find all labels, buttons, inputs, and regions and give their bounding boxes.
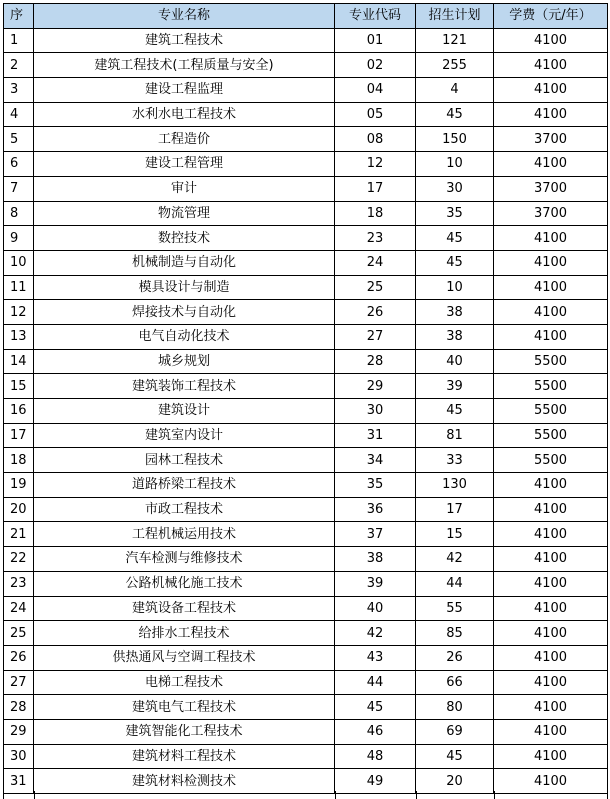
table-row <box>4 53 608 78</box>
cell-major-code: 39 <box>335 571 416 596</box>
cell-major-name: 模具设计与制造 <box>34 275 335 300</box>
cell-major-name: 机械制造与自动化 <box>34 250 335 275</box>
cell-seq: 19 <box>4 473 34 498</box>
cell-major-name: 汽车检测与维修技术 <box>34 547 335 572</box>
cell-seq: 26 <box>4 645 34 670</box>
cell-enrollment-plan: 45 <box>416 102 494 127</box>
cell-enrollment-plan: 45 <box>416 399 494 424</box>
table-row <box>4 621 608 646</box>
cell-enrollment-plan: 45 <box>416 250 494 275</box>
table-row <box>4 645 608 670</box>
cell-seq: 30 <box>4 744 34 769</box>
table-body <box>4 28 608 793</box>
cell-seq: 28 <box>4 695 34 720</box>
cell-tuition: 5500 <box>494 448 608 473</box>
cell-major-code: 40 <box>335 596 416 621</box>
cell-seq: 22 <box>4 547 34 572</box>
cell-major-name: 水利水电工程技术 <box>34 102 335 127</box>
table-row <box>4 374 608 399</box>
cell-enrollment-plan: 4 <box>416 78 494 103</box>
cell-enrollment-plan: 45 <box>416 226 494 251</box>
cell-tuition: 4100 <box>494 473 608 498</box>
cell-tuition: 5500 <box>494 423 608 448</box>
cell-enrollment-plan: 80 <box>416 695 494 720</box>
cell-enrollment-plan: 45 <box>416 744 494 769</box>
table-row <box>4 300 608 325</box>
table-row <box>4 176 608 201</box>
cell-seq: 11 <box>4 275 34 300</box>
cell-major-name: 建筑电气工程技术 <box>34 695 335 720</box>
cell-major-code: 49 <box>335 769 416 794</box>
table-row <box>4 744 608 769</box>
cell-major-code: 30 <box>335 399 416 424</box>
cell-enrollment-plan: 33 <box>416 448 494 473</box>
cell-major-code: 01 <box>335 28 416 53</box>
cell-tuition: 4100 <box>494 250 608 275</box>
cell-major-name: 道路桥梁工程技术 <box>34 473 335 498</box>
cell-major-name: 建筑工程技术(工程质量与安全) <box>34 53 335 78</box>
cut-off-next-row <box>3 791 608 799</box>
cell-major-code: 18 <box>335 201 416 226</box>
cell-seq: 31 <box>4 769 34 794</box>
cell-seq: 17 <box>4 423 34 448</box>
cell-seq: 23 <box>4 571 34 596</box>
header-tuition: 学费（元/年） <box>494 4 608 29</box>
cell-seq: 20 <box>4 497 34 522</box>
cell-tuition: 4100 <box>494 645 608 670</box>
cell-tuition: 4100 <box>494 78 608 103</box>
cell-tuition: 4100 <box>494 596 608 621</box>
cell-enrollment-plan: 255 <box>416 53 494 78</box>
table-row <box>4 596 608 621</box>
cell-tuition: 4100 <box>494 571 608 596</box>
header-major-name: 专业名称 <box>34 4 335 29</box>
table-row <box>4 275 608 300</box>
cell-tuition: 4100 <box>494 300 608 325</box>
cell-enrollment-plan: 81 <box>416 423 494 448</box>
cell-seq: 2 <box>4 53 34 78</box>
table-row <box>4 226 608 251</box>
cell-seq: 1 <box>4 28 34 53</box>
table-row <box>4 28 608 53</box>
header-major-code: 专业代码 <box>335 4 416 29</box>
cell-major-name: 工程造价 <box>34 127 335 152</box>
header-row <box>4 4 608 29</box>
table-row <box>4 152 608 177</box>
cell-major-code: 36 <box>335 497 416 522</box>
cell-major-code: 35 <box>335 473 416 498</box>
cell-major-code: 45 <box>335 695 416 720</box>
cell-seq: 6 <box>4 152 34 177</box>
cell-seq: 9 <box>4 226 34 251</box>
cell-major-code: 17 <box>335 176 416 201</box>
cell-enrollment-plan: 66 <box>416 670 494 695</box>
cell-major-code: 25 <box>335 275 416 300</box>
table-row <box>4 571 608 596</box>
cell-major-name: 建筑工程技术 <box>34 28 335 53</box>
cell-tuition: 4100 <box>494 522 608 547</box>
cell-major-code: 44 <box>335 670 416 695</box>
table-row <box>4 78 608 103</box>
table-row <box>4 695 608 720</box>
cell-major-name: 焊接技术与自动化 <box>34 300 335 325</box>
cell-tuition: 4100 <box>494 719 608 744</box>
cell-major-code: 46 <box>335 719 416 744</box>
cell-major-code: 05 <box>335 102 416 127</box>
cell-enrollment-plan: 17 <box>416 497 494 522</box>
cell-seq: 29 <box>4 719 34 744</box>
cell-tuition: 3700 <box>494 176 608 201</box>
enrollment-table-container <box>3 3 607 794</box>
cell-seq: 13 <box>4 324 34 349</box>
cell-major-name: 工程机械运用技术 <box>34 522 335 547</box>
cell-tuition: 4100 <box>494 152 608 177</box>
cell-major-code: 08 <box>335 127 416 152</box>
cell-major-code: 26 <box>335 300 416 325</box>
cell-major-name: 建筑材料检测技术 <box>34 769 335 794</box>
cell-enrollment-plan: 15 <box>416 522 494 547</box>
cell-seq: 18 <box>4 448 34 473</box>
cell-enrollment-plan: 85 <box>416 621 494 646</box>
cell-enrollment-plan: 44 <box>416 571 494 596</box>
table-row <box>4 423 608 448</box>
cell-enrollment-plan: 26 <box>416 645 494 670</box>
table-row <box>4 349 608 374</box>
cell-major-name: 建筑材料工程技术 <box>34 744 335 769</box>
cell-major-name: 园林工程技术 <box>34 448 335 473</box>
cell-tuition: 3700 <box>494 201 608 226</box>
cell-tuition: 3700 <box>494 127 608 152</box>
cell-major-name: 建筑设计 <box>34 399 335 424</box>
cell-enrollment-plan: 38 <box>416 324 494 349</box>
cell-seq: 4 <box>4 102 34 127</box>
table-row <box>4 250 608 275</box>
cell-major-name: 电气自动化技术 <box>34 324 335 349</box>
cell-major-code: 12 <box>335 152 416 177</box>
table-row <box>4 102 608 127</box>
cell-major-code: 29 <box>335 374 416 399</box>
cell-enrollment-plan: 38 <box>416 300 494 325</box>
table-row <box>4 201 608 226</box>
cell-enrollment-plan: 10 <box>416 152 494 177</box>
table-row <box>4 497 608 522</box>
table-row <box>4 547 608 572</box>
cell-seq: 16 <box>4 399 34 424</box>
cell-major-code: 38 <box>335 547 416 572</box>
cell-major-name: 物流管理 <box>34 201 335 226</box>
cell-enrollment-plan: 121 <box>416 28 494 53</box>
cell-tuition: 4100 <box>494 670 608 695</box>
cell-seq: 5 <box>4 127 34 152</box>
cell-seq: 21 <box>4 522 34 547</box>
table-row <box>4 324 608 349</box>
cell-enrollment-plan: 39 <box>416 374 494 399</box>
table-row <box>4 522 608 547</box>
cell-tuition: 5500 <box>494 374 608 399</box>
table-row <box>4 127 608 152</box>
cell-enrollment-plan: 20 <box>416 769 494 794</box>
cell-major-name: 建设工程管理 <box>34 152 335 177</box>
header-seq: 序 <box>4 4 34 29</box>
cell-tuition: 5500 <box>494 349 608 374</box>
header-enrollment-plan: 招生计划 <box>416 4 494 29</box>
cell-major-code: 04 <box>335 78 416 103</box>
cell-major-code: 02 <box>335 53 416 78</box>
cell-tuition: 4100 <box>494 621 608 646</box>
cell-major-name: 供热通风与空调工程技术 <box>34 645 335 670</box>
cell-major-code: 42 <box>335 621 416 646</box>
table-row <box>4 719 608 744</box>
cell-tuition: 4100 <box>494 226 608 251</box>
table-row <box>4 399 608 424</box>
cell-major-name: 公路机械化施工技术 <box>34 571 335 596</box>
cell-tuition: 4100 <box>494 28 608 53</box>
cell-seq: 24 <box>4 596 34 621</box>
cell-major-name: 给排水工程技术 <box>34 621 335 646</box>
cell-seq: 8 <box>4 201 34 226</box>
cell-enrollment-plan: 30 <box>416 176 494 201</box>
cell-major-name: 建筑智能化工程技术 <box>34 719 335 744</box>
cell-major-code: 28 <box>335 349 416 374</box>
cell-tuition: 5500 <box>494 399 608 424</box>
table-row <box>4 769 608 794</box>
cell-major-code: 31 <box>335 423 416 448</box>
cell-enrollment-plan: 35 <box>416 201 494 226</box>
table-row <box>4 473 608 498</box>
cell-enrollment-plan: 10 <box>416 275 494 300</box>
cell-seq: 10 <box>4 250 34 275</box>
cell-major-name: 审计 <box>34 176 335 201</box>
cell-major-name: 电梯工程技术 <box>34 670 335 695</box>
cell-seq: 25 <box>4 621 34 646</box>
cell-major-code: 24 <box>335 250 416 275</box>
cell-seq: 27 <box>4 670 34 695</box>
cell-enrollment-plan: 69 <box>416 719 494 744</box>
cell-seq: 12 <box>4 300 34 325</box>
cell-major-code: 37 <box>335 522 416 547</box>
cell-tuition: 4100 <box>494 695 608 720</box>
cell-major-code: 23 <box>335 226 416 251</box>
cell-tuition: 4100 <box>494 275 608 300</box>
cell-seq: 15 <box>4 374 34 399</box>
cell-enrollment-plan: 42 <box>416 547 494 572</box>
enrollment-plan-table <box>3 3 608 794</box>
cell-major-name: 数控技术 <box>34 226 335 251</box>
cell-seq: 14 <box>4 349 34 374</box>
cell-tuition: 4100 <box>494 102 608 127</box>
cell-major-code: 48 <box>335 744 416 769</box>
cell-major-name: 建筑装饰工程技术 <box>34 374 335 399</box>
cell-seq: 3 <box>4 78 34 103</box>
cell-tuition: 4100 <box>494 547 608 572</box>
cell-tuition: 4100 <box>494 324 608 349</box>
cell-major-name: 建筑室内设计 <box>34 423 335 448</box>
cell-tuition: 4100 <box>494 53 608 78</box>
cell-major-code: 34 <box>335 448 416 473</box>
table-row <box>4 448 608 473</box>
cell-tuition: 4100 <box>494 497 608 522</box>
cell-major-name: 市政工程技术 <box>34 497 335 522</box>
cell-major-code: 27 <box>335 324 416 349</box>
table-row <box>4 670 608 695</box>
cell-tuition: 4100 <box>494 744 608 769</box>
cell-major-name: 建设工程监理 <box>34 78 335 103</box>
cell-major-name: 建筑设备工程技术 <box>34 596 335 621</box>
cell-major-name: 城乡规划 <box>34 349 335 374</box>
cell-enrollment-plan: 40 <box>416 349 494 374</box>
cell-major-code: 43 <box>335 645 416 670</box>
cell-tuition: 4100 <box>494 769 608 794</box>
cell-seq: 7 <box>4 176 34 201</box>
cell-enrollment-plan: 130 <box>416 473 494 498</box>
cell-enrollment-plan: 55 <box>416 596 494 621</box>
cell-enrollment-plan: 150 <box>416 127 494 152</box>
